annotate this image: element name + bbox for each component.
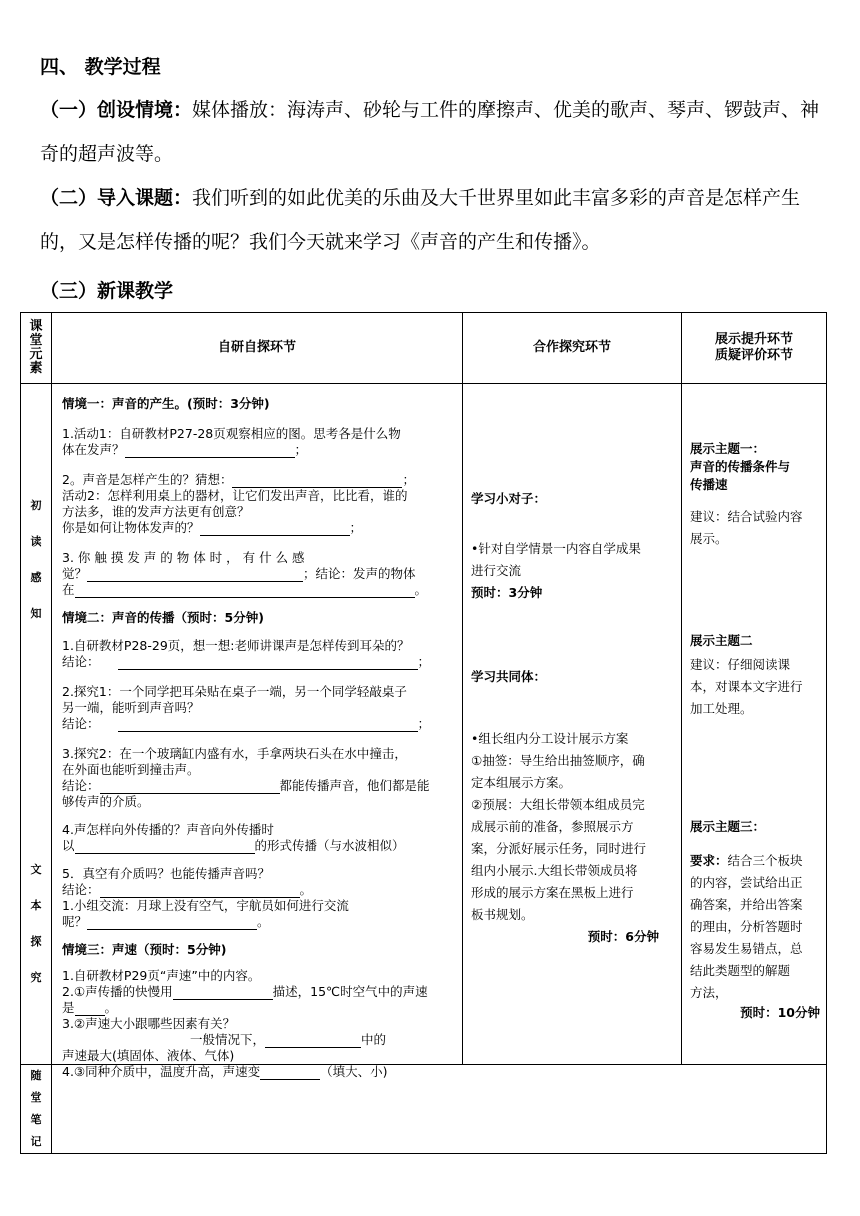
s3-questions: 1.自研教材P29页“声速”中的内容。 2.①声传播的快慢用 描述，15℃时空气中的声速 是 。 3.②声速大小跟哪些因素有关？ 一般情况下， 中的 声速最大(填固体、液体、气体) 4.③同种介质中，温度升高，声速变 （填大、小) xyxy=(62,968,428,1079)
s1-q3: 3. 你 触 摸 发 声 的 物 体 时 ， 有 什 么 感 觉？ ；结论：发声的物体 在 。 xyxy=(62,550,428,597)
s2-q2: 2.探究1：一个同学把耳朵贴在桌子一端，另一个同学轻敲桌子 另一端，能听到声音吗？ 结论： ； xyxy=(62,684,431,731)
side-label-text-explore: 文本探究 xyxy=(30,863,42,984)
paragraph-topic xyxy=(40,176,822,264)
blank[interactable] xyxy=(232,474,402,488)
theme1-suggestion: 建议：结合试验内容 展示。 xyxy=(690,509,803,546)
situation2-title: 情境二：声音的传播（预时：5分钟) xyxy=(62,610,264,625)
cooperation-cell xyxy=(463,384,682,1065)
header-self-study: 自研自探环节 xyxy=(52,313,463,384)
blank[interactable] xyxy=(87,568,303,582)
p1-label: （一）创设情境： xyxy=(40,99,193,121)
header-showcase: 展示提升环节 质疑评价环节 xyxy=(682,313,827,384)
lesson-table xyxy=(20,312,827,1154)
situation1-title: 情境一：声音的产生。(预时：3分钟) xyxy=(62,396,270,411)
community-time: 预时：6分钟 xyxy=(587,929,659,944)
s2-q5: 5．真空有介质吗？也能传播声音吗？ 结论： 。 1.小组交流：月球上没有空气，宇航员如何进行交流 呢？ 。 xyxy=(62,866,349,929)
community-title: 学习共同体： xyxy=(471,669,547,684)
paragraph-situation xyxy=(40,88,822,176)
blank[interactable] xyxy=(100,884,300,898)
theme2-title: 展示主题二 xyxy=(690,633,753,648)
theme1-title: 展示主题一： 声音的传播条件与 传播速 xyxy=(690,441,791,492)
header-class-element: 课堂元素 xyxy=(21,313,52,384)
community-text: •组长组内分工设计展示方案 ①抽签：导生给出抽签顺序，确 定本组展示方案。 ②预展：大组长带领本组成员完 成展示前的准备，参照展示方 案，分派好展示任务，同时进行 组内小展示.大组长带领成员将 形成的展示方案在黑板上进行 板书规划。 xyxy=(471,731,647,922)
blank[interactable] xyxy=(100,780,280,794)
theme3-time: 预时：10分钟 xyxy=(740,1005,820,1020)
pair-study-time: 预时：3分钟 xyxy=(471,585,543,600)
situation3-title: 情境三：声速（预时：5分钟) xyxy=(62,942,227,957)
p1-text: 媒体播放：海涛声、砂轮与工件的摩擦声、优美的歌声、琴声、锣鼓声、神奇的超声波等。 xyxy=(40,99,820,165)
blank[interactable] xyxy=(87,916,257,930)
theme3-title: 展示主题三： xyxy=(690,819,766,834)
blank[interactable] xyxy=(265,1034,361,1048)
blank[interactable] xyxy=(75,584,415,598)
p2-text: 我们听到的如此优美的乐曲及大千世界里如此丰富多彩的声音是怎样产生的，又是怎样传播的呢？我们今天就来学习《声音的产生和传播》。 xyxy=(40,187,801,253)
blank[interactable] xyxy=(125,444,295,458)
blank[interactable] xyxy=(75,840,255,854)
section-title: 四、 教学过程 xyxy=(40,56,161,78)
s2-q3: 3.探究2：在一个玻璃缸内盛有水，手拿两块石头在水中撞击， 在外面也能听到撞击声。 结论： 都能传播声音，他们都是能 够传声的介质。 xyxy=(62,746,430,809)
pair-study-title: 学习小对子： xyxy=(471,491,547,506)
blank[interactable] xyxy=(200,522,350,536)
pair-study-text: •针对自学情景一内容自学成果 进行交流 xyxy=(471,541,641,578)
blank[interactable] xyxy=(173,986,273,1000)
side-label-first-read: 初读感知 xyxy=(30,499,42,620)
side-label-notes: 随堂笔记 xyxy=(21,1065,52,1154)
s1-q1: 1.活动1：自研教材P27-28页观察相应的图。思考各是什么物 体在发声？ ； xyxy=(62,426,401,457)
blank[interactable] xyxy=(118,718,418,732)
blank[interactable] xyxy=(260,1066,320,1080)
showcase-cell xyxy=(682,384,827,1065)
p2-label: （二）导入课题： xyxy=(40,187,193,209)
self-study-cell xyxy=(52,384,463,1079)
theme2-suggestion: 建议：仔细阅读课 本，对课本文字进行 加工处理。 xyxy=(690,657,803,716)
s2-q4: 4.声怎样向外传播的？声音向外传播时 以 的形式传播（与水波相似） xyxy=(62,822,405,853)
s2-q1: 1.自研教材P28-29页，想一想:老师讲课声是怎样传到耳朵的？ 结论： ； xyxy=(62,638,431,669)
blank[interactable] xyxy=(118,656,418,670)
s1-q2: 2。声音是怎样产生的？猜想： ； 活动2：怎样利用桌上的器材，让它们发出声音，比比看，谁的 方法多，谁的发声方法更有创意？ 你是如何让物体发声的？ ； xyxy=(62,472,415,535)
theme3-requirement: 要求：结合三个板块 的内容，尝试给出正 确答案，并给出答案 的理由，分析答题时 容易发生易错点，总 结此类题型的解题 方法， xyxy=(690,853,803,1000)
p3-label: （三）新课教学 xyxy=(40,280,174,302)
blank[interactable] xyxy=(75,1002,105,1016)
header-cooperation: 合作探究环节 xyxy=(463,313,682,384)
